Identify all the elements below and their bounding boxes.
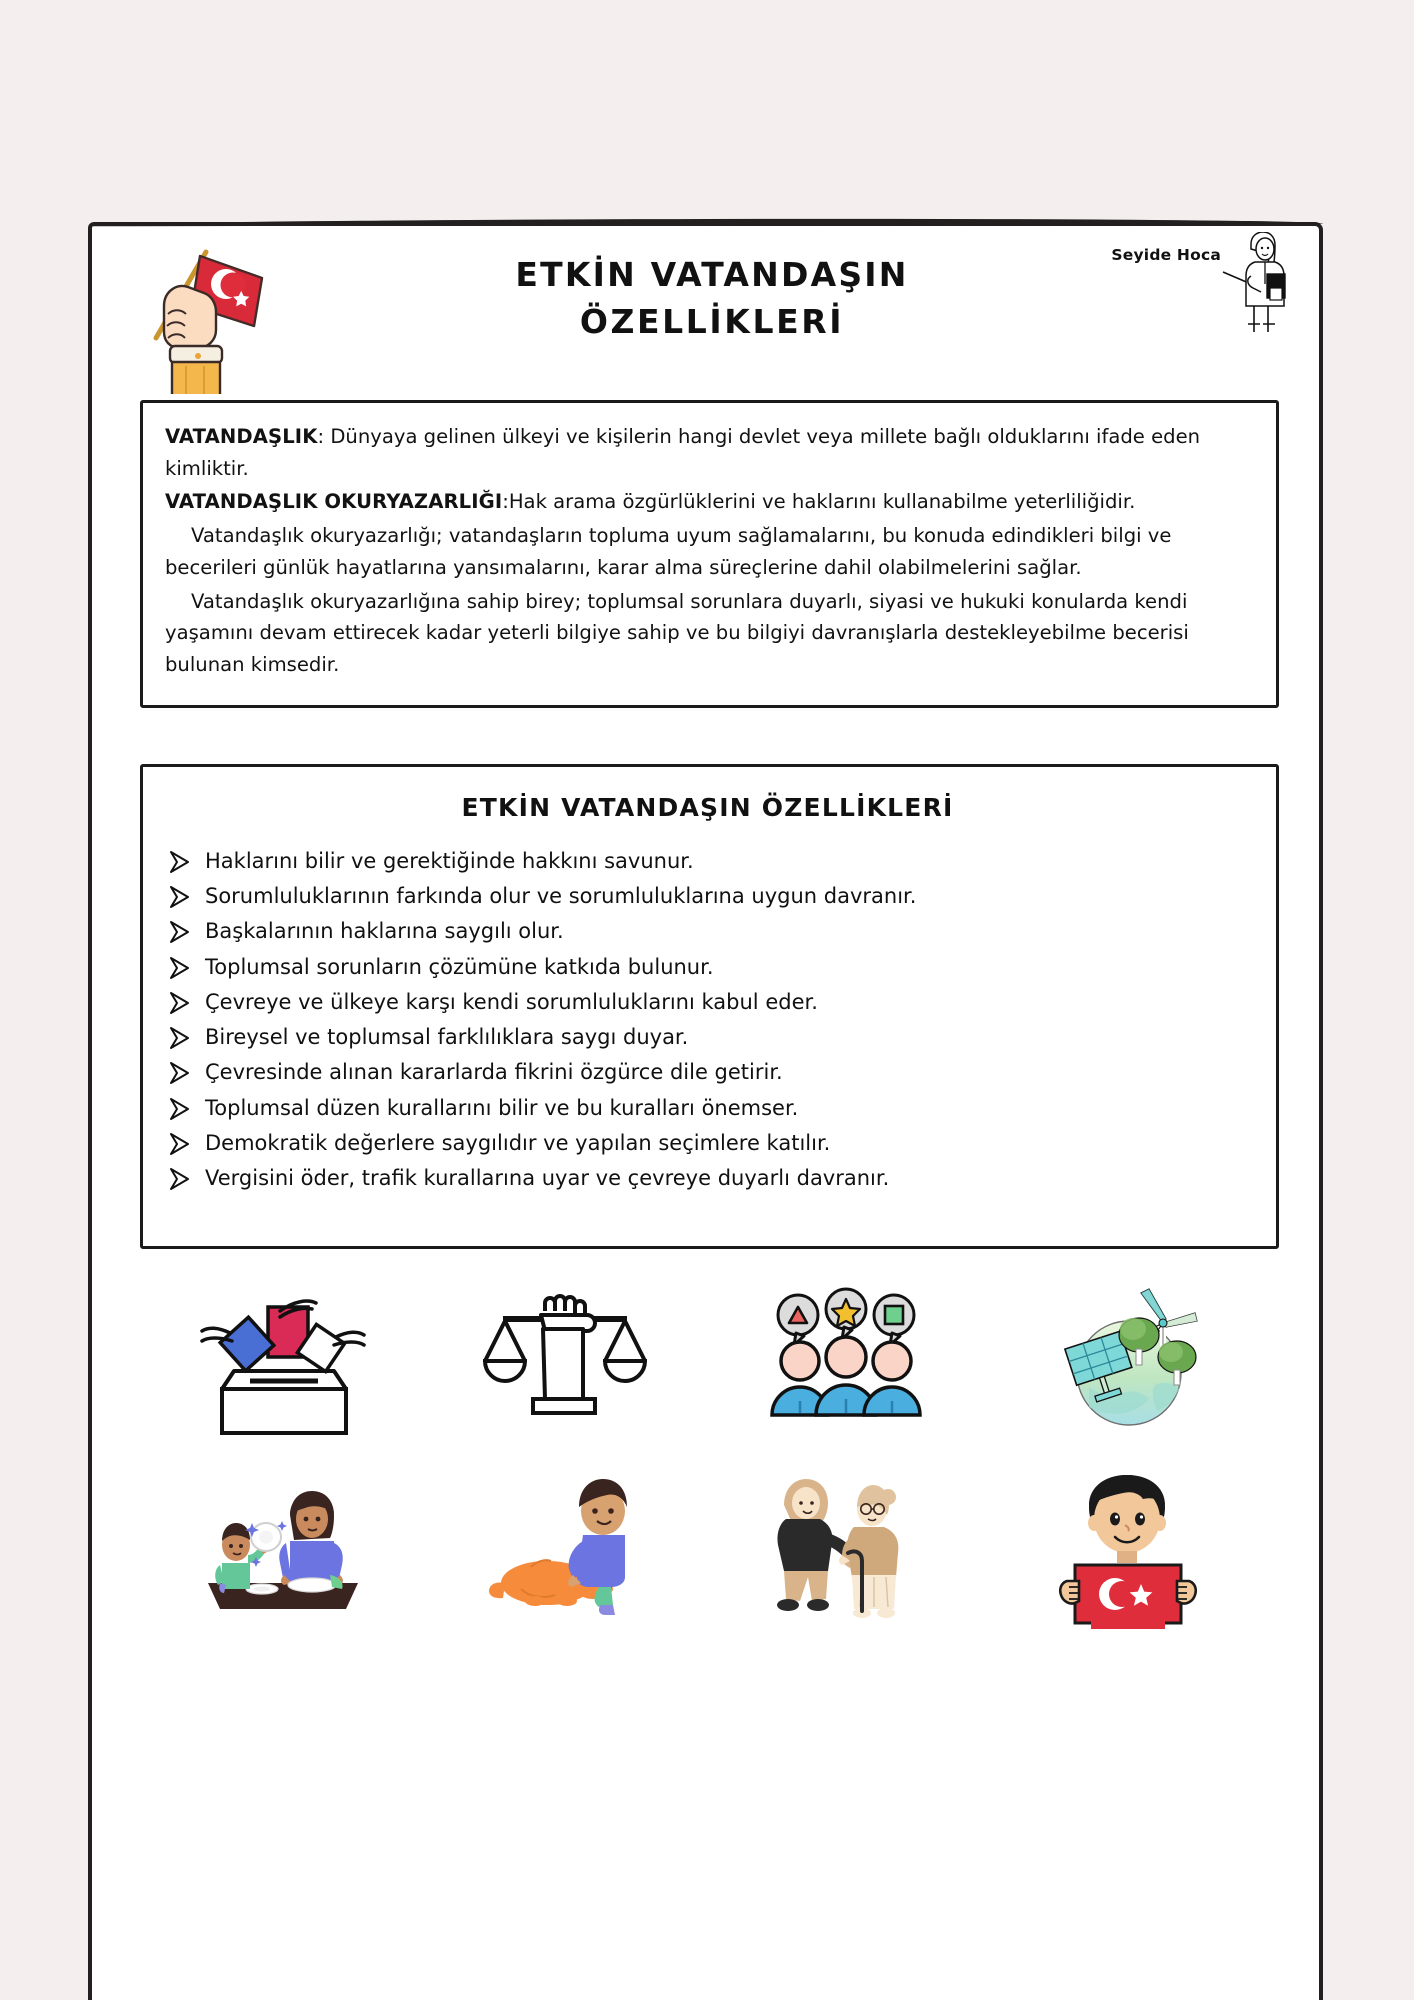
- child-helping-with-dishes-illustration: [194, 1471, 374, 1631]
- chevron-arrow-bullet-icon: [167, 990, 193, 1016]
- list-item: [165, 1024, 1250, 1050]
- list-item-label: Toplumsal düzen kurallarını bilir ve bu kuralları önemser.: [205, 1095, 799, 1120]
- people-with-speech-bubbles-illustration: [756, 1275, 936, 1435]
- brand-watermark: [1093, 232, 1303, 342]
- hand-holding-turkish-flag-icon: [134, 234, 284, 394]
- list-item-label: Çevreye ve ülkeye karşı kendi sorumluluklarını kabul eder.: [205, 989, 818, 1014]
- boy-petting-dog-illustration: [475, 1471, 655, 1631]
- definition-body-1: Hak arama özgürlüklerini ve haklarını kullanabilme yeterliliğidir.: [508, 490, 1136, 514]
- definition-term-1: VATANDAŞLIK OKURYAZARLIĞI: [165, 490, 503, 514]
- illustration-row-2: [92, 1471, 1319, 1631]
- chevron-arrow-bullet-icon: [167, 1131, 193, 1157]
- list-item: [165, 1059, 1250, 1085]
- list-item: [165, 1130, 1250, 1156]
- chevron-arrow-bullet-icon: [167, 1025, 193, 1051]
- chevron-arrow-bullet-icon: [167, 919, 193, 945]
- list-item-label: Çevresinde alınan kararlarda fikrini özgürce dile getirir.: [205, 1060, 783, 1085]
- brand-name-label: Seyide Hoca: [1111, 246, 1221, 264]
- worksheet-header: [92, 226, 1319, 398]
- definition-paragraph-1: Vatandaşlık okuryazarlığına sahip birey; toplumsal sorunlara duyarlı, siyasi ve hukuki konularda kendi yaşamını devam ettirecek kadar yeterli bilgiye sahip ve bu bilgiyi davranışlarla destekleyebilme becerisi bulunan kimsedir.: [165, 589, 1189, 677]
- list-item: [165, 989, 1250, 1015]
- list-item-label: Bireysel ve toplumsal farklılıklara saygı duyar.: [205, 1025, 689, 1050]
- definition-separator-0: :: [317, 425, 331, 448]
- chevron-arrow-bullet-icon: [167, 849, 193, 875]
- chevron-arrow-bullet-icon: [167, 955, 193, 981]
- page-title-line-1: ETKİN VATANDAŞIN: [515, 255, 909, 294]
- definition-box: [140, 400, 1279, 708]
- list-item: [165, 954, 1250, 980]
- list-item: [165, 848, 1250, 874]
- list-item-label: Vergisini öder, trafik kurallarına uyar ve çevreye duyarlı davranır.: [205, 1166, 890, 1191]
- list-item-label: Başkalarının haklarına saygılı olur.: [205, 919, 564, 944]
- list-item-label: Haklarını bilir ve gerektiğinde hakkını savunur.: [205, 848, 694, 873]
- list-item: [165, 918, 1250, 944]
- chevron-arrow-bullet-icon: [167, 1060, 193, 1086]
- worksheet-page: [88, 222, 1323, 2000]
- features-heading: ETKİN VATANDAŞIN ÖZELLİKLERİ: [461, 792, 954, 822]
- definition-paragraph-0: Vatandaşlık okuryazarlığı; vatandaşların topluma uyum sağlamalarını, bu konuda edindikleri bilgi ve becerileri günlük hayatlarına yansımalarını, karar alma süreçlerine dahil olabilmelerini sağlar.: [165, 524, 1172, 579]
- definition-body-0: Dünyaya gelinen ülkeyi ve kişilerin hangi devlet veya millete bağlı olduklarını ifade eden kimliktir.: [165, 425, 1201, 480]
- definition-text: [165, 421, 1250, 681]
- list-item: [165, 883, 1250, 909]
- chevron-arrow-bullet-icon: [167, 1096, 193, 1122]
- definition-entry-0: [165, 421, 1250, 484]
- list-item: [165, 1095, 1250, 1121]
- list-item-label: Toplumsal sorunların çözümüne katkıda bulunur.: [205, 954, 714, 979]
- helping-elderly-woman-illustration: [756, 1471, 936, 1631]
- page-title-line-2: ÖZELLİKLERİ: [579, 301, 845, 341]
- illustration-row-1: [92, 1275, 1319, 1435]
- green-energy-earth-illustration: [1037, 1275, 1217, 1435]
- definition-separator-1: :: [502, 490, 509, 514]
- list-item-label: Demokratik değerlere saygılıdır ve yapılan seçimlere katılır.: [205, 1130, 831, 1155]
- ballot-box-voting-illustration: [194, 1275, 374, 1435]
- teacher-with-pointer-icon: [1221, 232, 1295, 336]
- chevron-arrow-bullet-icon: [167, 1166, 193, 1192]
- justice-scales-with-fist-illustration: [475, 1275, 655, 1435]
- boy-holding-turkish-flag-illustration: [1037, 1471, 1217, 1631]
- list-item: [165, 1165, 1250, 1191]
- chevron-arrow-bullet-icon: [167, 884, 193, 910]
- features-list: [165, 848, 1250, 1192]
- definition-term-0: VATANDAŞLIK: [165, 425, 318, 448]
- list-item-label: Sorumluluklarının farkında olur ve sorumluluklarına uygun davranır.: [205, 884, 917, 909]
- definition-entry-1: [165, 486, 1250, 518]
- page-title: [362, 252, 1062, 346]
- features-box: [140, 764, 1279, 1250]
